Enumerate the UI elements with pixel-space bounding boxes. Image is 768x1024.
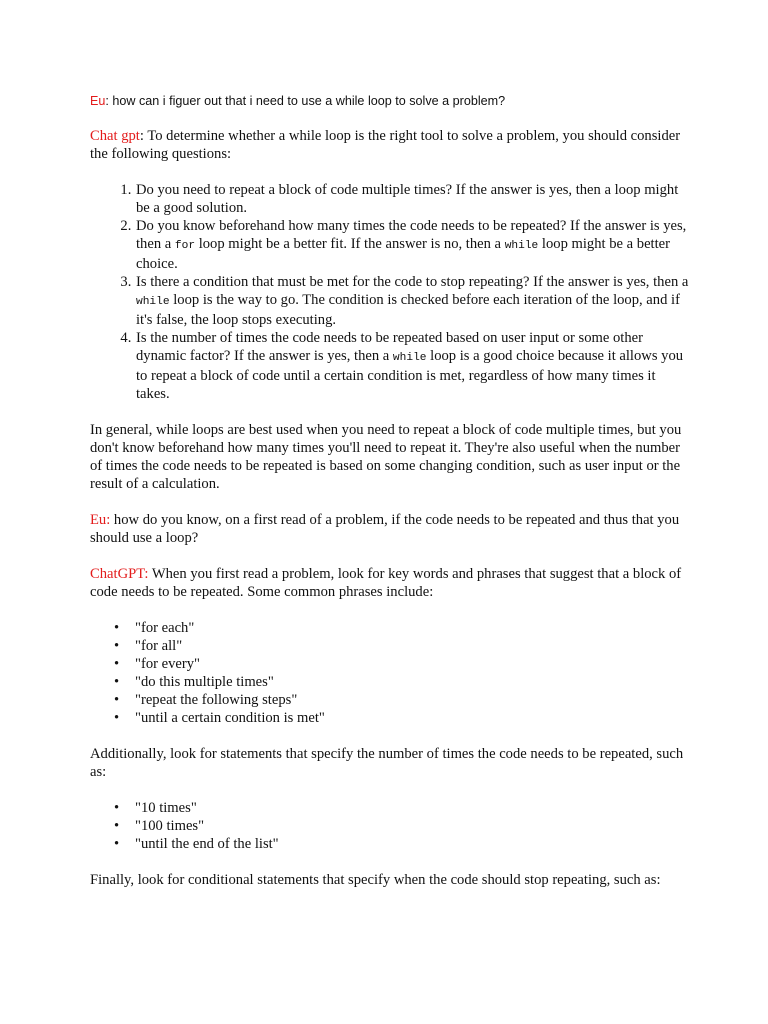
bullet-icon: • (114, 710, 120, 726)
list-item: 3. Is there a condition that must be met for the code to stop repeating? If the answer is yes, then a while loop is the way to go. The condition is checked before each iteration of the loop, and if it's false, the loop stops executing. (135, 273, 690, 329)
bullet-icon: • (114, 656, 120, 672)
bullet-icon: • (114, 836, 120, 852)
code-keyword: while (392, 352, 427, 364)
answer-text: To determine whether a while loop is the right tool to solve a problem, you should consider the following questions: (90, 128, 681, 162)
key-phrases-list (90, 619, 690, 727)
bullet-icon: • (114, 818, 120, 834)
list-item: 4. Is the number of times the code needs to be repeated based on user input or some other dynamic factor? If the answer is yes, then a while loop is a good choice because it allows you to repeat a block of code until a certain condition is met, regardless of how many times it takes. (135, 329, 690, 403)
list-item: 1. Do you need to repeat a block of code multiple times? If the answer is yes, then a loop might be a good solution. (135, 181, 690, 217)
finally-paragraph: Finally, look for conditional statements that specify when the code should stop repeating, such as: (90, 872, 661, 888)
bullet-icon: • (114, 620, 120, 636)
considerations-list (90, 181, 690, 403)
summary-paragraph: In general, while loops are best used when you need to repeat a block of code multiple times, but you don't know beforehand how many times you'll need to repeat it. They're also useful when the number of times the code needs to be repeated is based on some changing condition, such as user input or the result of a calculation. (90, 422, 682, 492)
bullet-icon: • (114, 692, 120, 708)
question-1: Eu: how can i figuer out that i need to use a while loop to solve a problem? (90, 94, 506, 108)
list-item: • "100 times" (114, 818, 205, 834)
additional-paragraph: Additionally, look for statements that specify the number of times the code needs to be repeated, such as: (90, 746, 684, 780)
question-2 (90, 511, 690, 547)
speaker-label: Eu: (90, 512, 111, 528)
list-item: • "do this multiple times" (114, 674, 274, 690)
code-keyword: for (174, 240, 196, 252)
list-item: • "repeat the following steps" (114, 692, 298, 708)
question-text: how do you know, on a first read of a problem, if the code needs to be repeated and thus that you should use a loop? (90, 512, 680, 546)
bullet-icon: • (114, 638, 120, 654)
list-item: • "10 times" (114, 800, 197, 816)
list-item: • "for all" (114, 638, 183, 654)
answer-text: When you first read a problem, look for key words and phrases that suggest that a block of code needs to be repeated. Some common phrases include: (90, 566, 682, 600)
code-keyword: while (504, 240, 539, 252)
bullet-icon: • (114, 800, 120, 816)
repeat-counts-list (90, 799, 690, 853)
list-item: • "for every" (114, 656, 200, 672)
code-keyword: while (136, 296, 170, 308)
list-item: 2. Do you know beforehand how many times the code needs to be repeated? If the answer is yes, then a for loop might be a better fit. If the answer is no, then a while loop might be a better choice. (135, 217, 690, 273)
list-item: • "until a certain condition is met" (114, 710, 325, 726)
speaker-label: Eu (90, 94, 106, 108)
list-item: • "for each" (114, 620, 195, 636)
question-text: how can i figuer out that i need to use a while loop to solve a problem? (108, 94, 506, 108)
answer-2-intro (90, 565, 690, 601)
speaker-label: Chat gpt (90, 128, 140, 144)
list-item: • "until the end of the list" (114, 836, 279, 852)
speaker-label: ChatGPT: (90, 566, 149, 582)
document-page (90, 92, 690, 889)
answer-1-intro: Chat gpt: To determine whether a while loop is the right tool to solve a problem, you should consider the following questions: (90, 128, 681, 162)
bullet-icon: • (114, 674, 120, 690)
